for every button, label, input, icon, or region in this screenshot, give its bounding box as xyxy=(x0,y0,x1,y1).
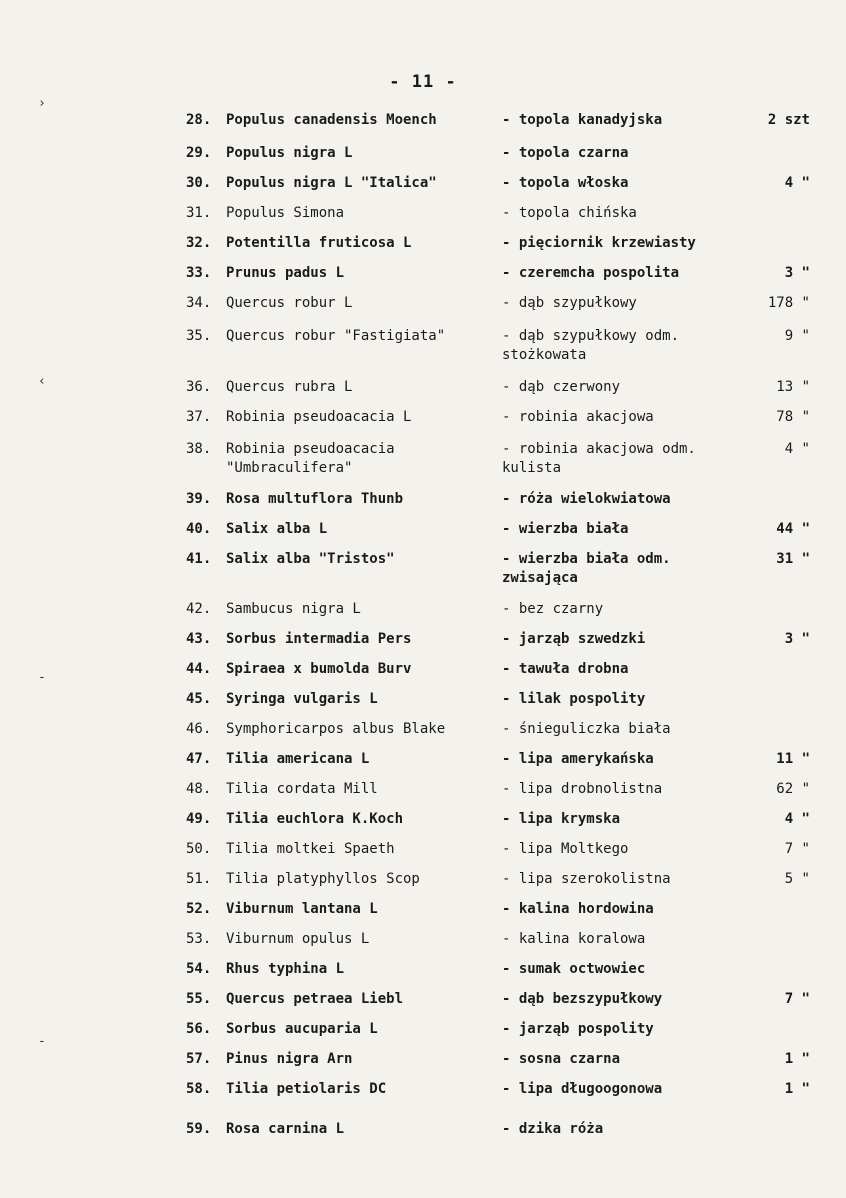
species-number: 48. xyxy=(186,781,212,797)
quantity: 4 " xyxy=(784,175,810,191)
species-number: 47. xyxy=(186,751,212,767)
species-number: 52. xyxy=(186,901,212,917)
latin-name: Symphoricarpos albus Blake xyxy=(226,721,446,737)
species-number: 41. xyxy=(186,551,212,567)
quantity: 9 " xyxy=(784,328,810,344)
species-number: 38. xyxy=(186,441,212,457)
polish-name: - śnieguliczka biała xyxy=(502,721,671,737)
latin-name: Populus Simona xyxy=(226,205,345,221)
quantity: 31 " xyxy=(776,551,810,567)
polish-name: - robinia akacjowa odm. kulista xyxy=(502,441,696,476)
margin-tick-mark: ‹ xyxy=(38,374,46,389)
latin-name: Prunus padus L xyxy=(226,265,345,281)
polish-name: - lipa długoogonowa xyxy=(502,1081,663,1097)
latin-name: Salix alba "Tristos" xyxy=(226,551,395,567)
species-number: 32. xyxy=(186,235,212,251)
quantity: 4 " xyxy=(784,441,810,457)
quantity: 62 " xyxy=(776,781,810,797)
latin-name: Populus nigra L "Italica" xyxy=(226,175,437,191)
quantity: 2 szt xyxy=(767,112,810,128)
latin-name: Rosa carnina L xyxy=(226,1121,345,1137)
species-number: 45. xyxy=(186,691,212,707)
polish-name: - sosna czarna xyxy=(502,1051,621,1067)
latin-name: Tilia euchlora K.Koch xyxy=(226,811,404,827)
species-number: 43. xyxy=(186,631,212,647)
polish-name: - jarząb pospolity xyxy=(502,1021,654,1037)
species-number: 59. xyxy=(186,1121,212,1137)
polish-name: - dąb szypułkowy odm. stożkowata xyxy=(502,328,680,363)
species-number: 57. xyxy=(186,1051,212,1067)
latin-name: Quercus robur L xyxy=(226,295,353,311)
quantity: 13 " xyxy=(776,379,810,395)
species-number: 33. xyxy=(186,265,212,281)
quantity: 1 " xyxy=(784,1081,810,1097)
species-number: 54. xyxy=(186,961,212,977)
polish-name: - róża wielokwiatowa xyxy=(502,491,671,507)
polish-name: - wierzba biała odm. zwisająca xyxy=(502,551,671,586)
latin-name: Potentilla fruticosa L xyxy=(226,235,412,251)
latin-name: Tilia moltkei Spaeth xyxy=(226,841,395,857)
latin-name: Populus nigra L xyxy=(226,145,353,161)
species-number: 29. xyxy=(186,145,212,161)
polish-name: - sumak octwowiec xyxy=(502,961,646,977)
latin-name: Sambucus nigra L xyxy=(226,601,361,617)
quantity: 178 " xyxy=(767,295,810,311)
species-number: 50. xyxy=(186,841,212,857)
polish-name: - kalina hordowina xyxy=(502,901,654,917)
polish-name: - lilak pospolity xyxy=(502,691,646,707)
margin-tick-mark: ‐ xyxy=(38,670,46,685)
polish-name: - topola chińska xyxy=(502,205,637,221)
latin-name: Sorbus intermadia Pers xyxy=(226,631,412,647)
quantity: 3 " xyxy=(784,631,810,647)
polish-name: - lipa drobnolistna xyxy=(502,781,663,797)
polish-name: - wierzba biała xyxy=(502,521,629,537)
polish-name: - dzika róża xyxy=(502,1121,604,1137)
latin-name: Viburnum opulus L xyxy=(226,931,370,947)
margin-tick-mark: › xyxy=(38,96,46,111)
latin-name: Tilia petiolaris DC xyxy=(226,1081,387,1097)
species-number: 37. xyxy=(186,409,212,425)
species-number: 39. xyxy=(186,491,212,507)
latin-name: Pinus nigra Arn xyxy=(226,1051,353,1067)
species-number: 40. xyxy=(186,521,212,537)
polish-name: - kalina koralowa xyxy=(502,931,646,947)
polish-name: - lipa szerokolistna xyxy=(502,871,671,887)
species-number: 53. xyxy=(186,931,212,947)
polish-name: - jarząb szwedzki xyxy=(502,631,646,647)
quantity: 1 " xyxy=(784,1051,810,1067)
quantity: 11 " xyxy=(776,751,810,767)
latin-name: Robinia pseudoacacia L xyxy=(226,409,412,425)
polish-name: - robinia akacjowa xyxy=(502,409,654,425)
quantity: 44 " xyxy=(776,521,810,537)
margin-tick-mark: ‐ xyxy=(38,1034,46,1049)
species-number: 46. xyxy=(186,721,212,737)
latin-name: Rhus typhina L xyxy=(226,961,345,977)
latin-name: Quercus rubra L xyxy=(226,379,353,395)
latin-name: Rosa multuflora Thunb xyxy=(226,491,404,507)
polish-name: - lipa krymska xyxy=(502,811,621,827)
quantity: 5 " xyxy=(784,871,810,887)
latin-name: Salix alba L xyxy=(226,521,328,537)
polish-name: - topola czarna xyxy=(502,145,629,161)
latin-name: Robinia pseudoacacia "Umbraculifera" xyxy=(226,441,395,476)
polish-name: - dąb czerwony xyxy=(502,379,621,395)
latin-name: Tilia platyphyllos Scop xyxy=(226,871,420,887)
polish-name: - topola włoska xyxy=(502,175,629,191)
latin-name: Quercus petraea Liebl xyxy=(226,991,404,1007)
polish-name: - lipa Moltkego xyxy=(502,841,629,857)
species-number: 34. xyxy=(186,295,212,311)
polish-name: - tawuła drobna xyxy=(502,661,629,677)
polish-name: - dąb szypułkowy xyxy=(502,295,637,311)
latin-name: Spiraea x bumolda Burv xyxy=(226,661,412,677)
quantity: 78 " xyxy=(776,409,810,425)
species-number: 55. xyxy=(186,991,212,1007)
species-number: 36. xyxy=(186,379,212,395)
latin-name: Tilia cordata Mill xyxy=(226,781,378,797)
species-number: 49. xyxy=(186,811,212,827)
species-number: 44. xyxy=(186,661,212,677)
quantity: 4 " xyxy=(784,811,810,827)
species-number: 58. xyxy=(186,1081,212,1097)
species-number: 42. xyxy=(186,601,212,617)
species-number: 31. xyxy=(186,205,212,221)
latin-name: Viburnum lantana L xyxy=(226,901,378,917)
polish-name: - topola kanadyjska xyxy=(502,112,663,128)
latin-name: Sorbus aucuparia L xyxy=(226,1021,378,1037)
quantity: 7 " xyxy=(784,991,810,1007)
latin-name: Quercus robur "Fastigiata" xyxy=(226,328,446,344)
quantity: 3 " xyxy=(784,265,810,281)
page-number: - 11 - xyxy=(389,72,457,92)
polish-name: - bez czarny xyxy=(502,601,604,617)
latin-name: Syringa vulgaris L xyxy=(226,691,378,707)
polish-name: - dąb bezszypułkowy xyxy=(502,991,663,1007)
latin-name: Populus canadensis Moench xyxy=(226,112,437,128)
polish-name: - czeremcha pospolita xyxy=(502,265,680,281)
species-number: 56. xyxy=(186,1021,212,1037)
species-number: 28. xyxy=(186,112,212,128)
species-number: 30. xyxy=(186,175,212,191)
quantity: 7 " xyxy=(784,841,810,857)
latin-name: Tilia americana L xyxy=(226,751,370,767)
polish-name: - pięciornik krzewiasty xyxy=(502,235,696,251)
species-number: 35. xyxy=(186,328,212,344)
polish-name: - lipa amerykańska xyxy=(502,751,654,767)
species-number: 51. xyxy=(186,871,212,887)
